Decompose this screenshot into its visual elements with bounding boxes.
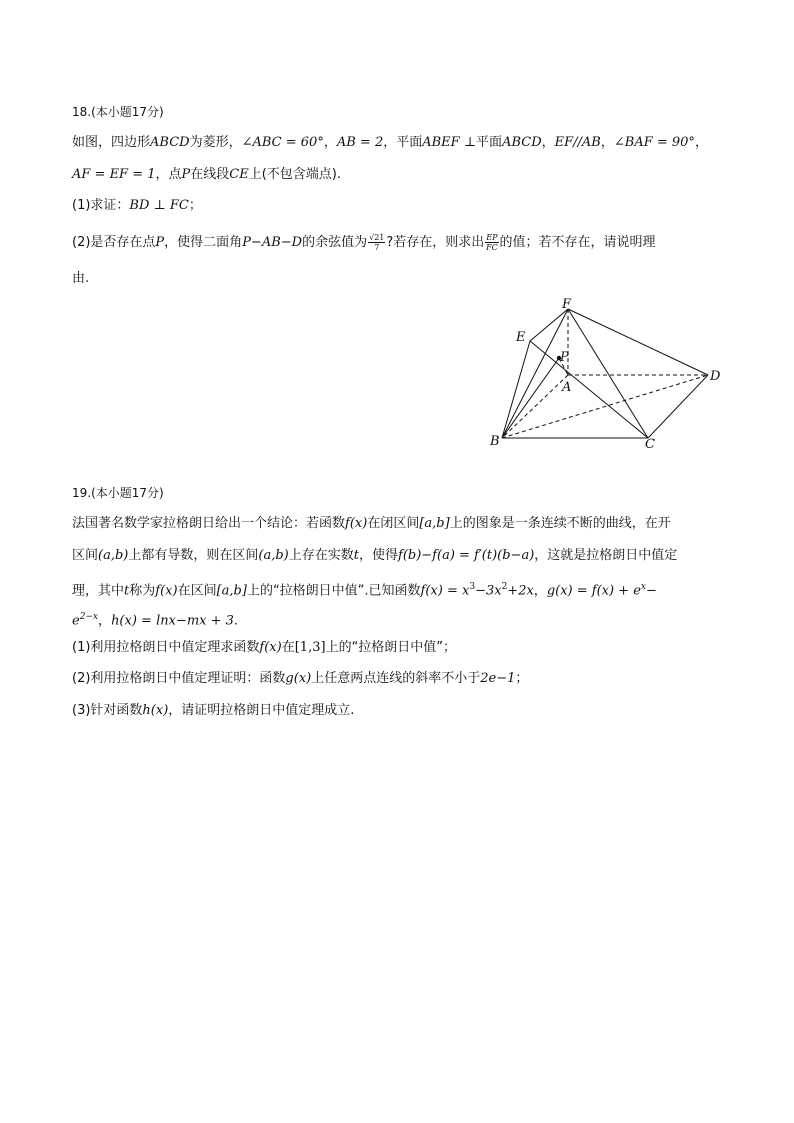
edge-EC [530, 341, 648, 438]
text: (1)求证： [72, 198, 130, 213]
exponent: 2 [501, 582, 508, 592]
math: AF = EF = 1 [72, 167, 156, 182]
text: 区间 [72, 548, 99, 563]
math: P [181, 167, 191, 182]
math: f(b)−f(a) = f′(t)(b−a) [398, 548, 535, 563]
text: 在区间 [177, 583, 217, 599]
edge-AB-dashed [502, 375, 568, 438]
text: 上(不包含端点). [248, 167, 342, 182]
exponent: x [640, 582, 646, 592]
numerator: √21 [369, 233, 385, 242]
math: −3x [475, 583, 502, 599]
edge-PB [502, 358, 559, 438]
math: BD ⊥ FC [129, 198, 189, 213]
text: ， [541, 135, 555, 150]
text: 上的“拉格朗日中值”； [325, 640, 457, 655]
edge-FB [502, 309, 568, 438]
math: f(x) [345, 516, 368, 531]
math: EF//AB [554, 135, 601, 150]
text: ，平面 [383, 135, 423, 150]
text: 上的图象是一条连续不断的曲线，在开 [449, 516, 671, 531]
edge-BD-dashed [502, 375, 708, 438]
math: P−AB−D [242, 235, 303, 250]
math: − [645, 583, 657, 599]
math: f(x) [155, 583, 178, 599]
text: 如图，四边形 [72, 135, 151, 150]
text: 上都有导数，则在区间 [128, 548, 259, 563]
text: ?若存在，则求出 [386, 235, 485, 250]
text: 为菱形， [189, 135, 242, 150]
math: t [353, 548, 359, 563]
math: AB = 2 [336, 135, 384, 150]
q19-line3 [72, 578, 657, 600]
text: ，这就是拉格朗日中值定 [534, 548, 678, 563]
text: 的值；若不存在，请说明理 [499, 235, 656, 250]
math: +2x [507, 583, 534, 599]
math: f(x) [259, 640, 282, 655]
text: ， [694, 135, 708, 150]
text: ，使得二面角 [164, 235, 243, 250]
math: e [72, 613, 80, 629]
exponent: 2−x [79, 612, 99, 622]
text: ， [533, 583, 547, 599]
q19-part1 [72, 639, 456, 657]
label-C: C [645, 437, 655, 452]
math: g(x) = f(x) + e [546, 583, 641, 599]
text: 上存在实数 [288, 548, 354, 563]
text: ， [600, 135, 614, 150]
text: . [233, 613, 239, 629]
text: ，请证明拉格朗日中值定理成立. [168, 703, 355, 718]
text: 在闭区间 [367, 516, 420, 531]
label-F: F [562, 297, 572, 312]
text: 法国著名数学家拉格朗日给出一个结论：若函数 [72, 516, 346, 531]
math: 2e−1 [480, 671, 516, 686]
text: ； [515, 671, 529, 686]
text: 上的“拉格朗日中值”.已知函数 [246, 583, 421, 599]
text: (2)是否存在点 [72, 235, 156, 250]
q19-part2 [72, 670, 528, 688]
label-P: P [560, 350, 569, 365]
q19-header: 19.(本小题17分) [72, 486, 164, 500]
q19-line2 [72, 547, 677, 565]
text: 在线段 [190, 167, 230, 182]
math: [a,b] [419, 516, 450, 531]
math: ∠ABC = 60° [241, 135, 324, 150]
edge-EB [502, 341, 530, 438]
text: 平面 [476, 135, 503, 150]
math: ABEF ⊥ [422, 135, 477, 150]
numerator: EP [486, 233, 498, 242]
math: P [155, 235, 165, 250]
q19-line4 [72, 608, 238, 630]
math: h(x) [142, 703, 169, 718]
text: 称为 [129, 583, 156, 599]
text: (2)利用拉格朗日中值定理证明：函数 [72, 671, 286, 686]
geometry-figure [0, 0, 794, 470]
text: 的余弦值为 [302, 235, 368, 250]
math: CE [229, 167, 249, 182]
math: t [124, 583, 130, 599]
math: h(x) = lnx−mx + 3 [111, 613, 234, 629]
math: (a,b) [258, 548, 289, 563]
label-E: E [516, 330, 526, 345]
denominator: FC [486, 243, 498, 252]
text: ，点 [155, 167, 182, 182]
q18-part2-cont: 由. [72, 271, 90, 286]
denominator: 7 [374, 243, 380, 252]
math: ∠BAF = 90° [613, 135, 695, 150]
text: ， [98, 613, 112, 629]
math: ABCD [150, 135, 190, 150]
math: f(x) = x [420, 583, 470, 599]
text: (3)针对函数 [72, 703, 143, 718]
text: ， [323, 135, 337, 150]
edge-EF [530, 309, 568, 341]
text: 理，其中 [72, 583, 125, 599]
q19-line1 [72, 515, 671, 533]
math: g(x) [285, 671, 312, 686]
text: 上任意两点连线的斜率不小于 [311, 671, 481, 686]
exponent: 3 [469, 582, 476, 592]
text: ； [188, 198, 202, 213]
text: ，使得 [359, 548, 399, 563]
q18-header: 18.(本小题17分) [72, 105, 164, 119]
label-B: B [490, 434, 500, 449]
math: (a,b) [98, 548, 129, 563]
text: (1)利用拉格朗日中值定理求函数 [72, 640, 260, 655]
q19-part3 [72, 702, 354, 720]
math: [1,3] [294, 640, 326, 655]
label-A: A [562, 380, 572, 395]
math: [a,b] [216, 583, 247, 599]
math: ABCD [502, 135, 542, 150]
label-D: D [710, 369, 721, 384]
text: 在 [281, 640, 295, 655]
